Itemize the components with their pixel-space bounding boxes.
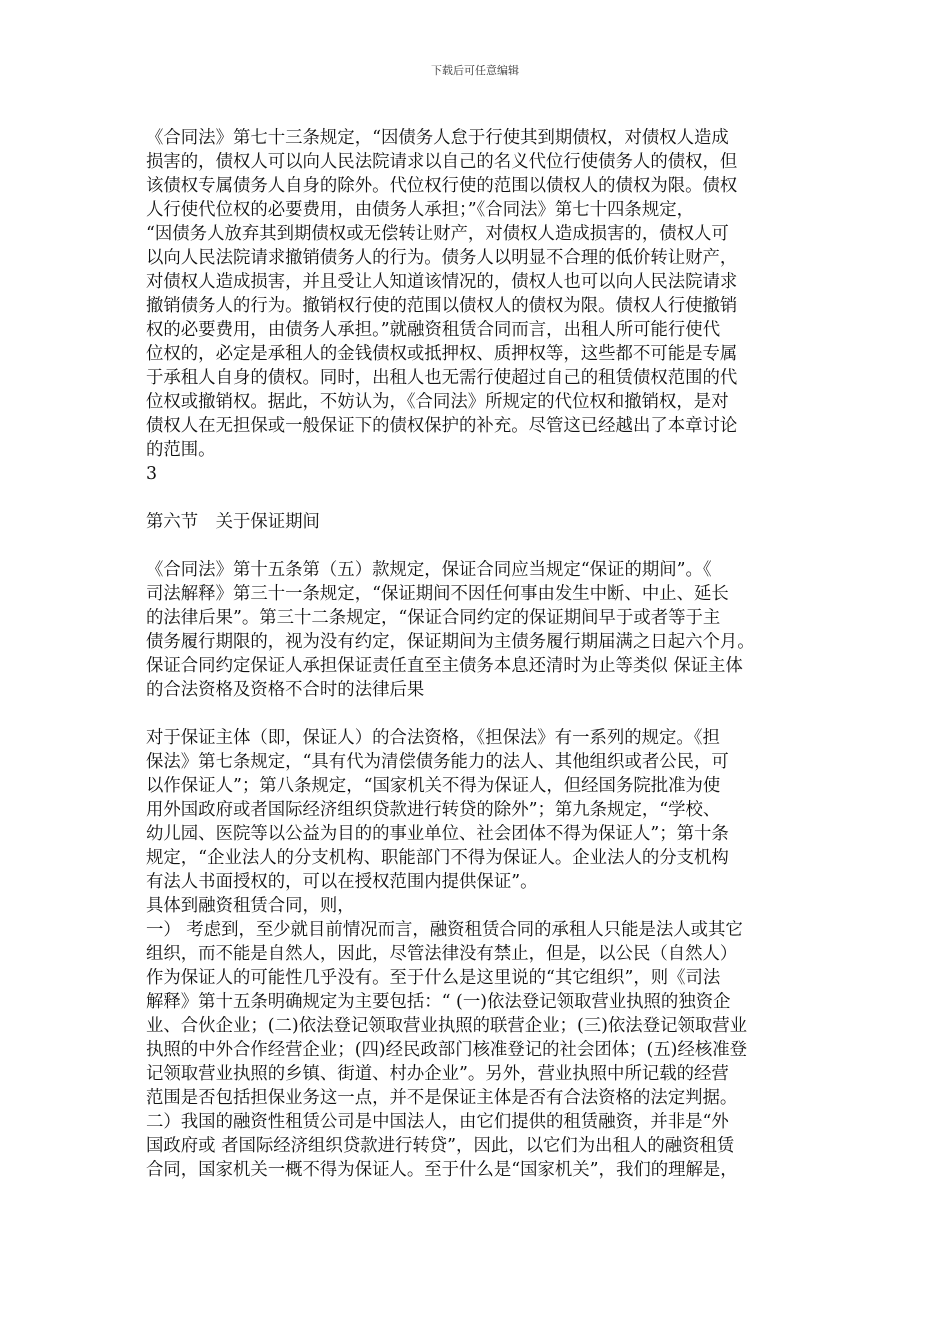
spacer <box>146 534 826 558</box>
text-line: 债权人在无担保或一般保证下的债权保护的补充。尽管这已经越出了本章讨论 <box>146 416 738 436</box>
text-line: 合同，国家机关一概不得为保证人。至于什么是“国家机关”，我们的理解是， <box>146 1160 738 1180</box>
text-line: 一） 考虑到，至少就目前情况而言，融资租赁合同的承租人只能是法人或其它 <box>146 920 743 940</box>
paragraph-guarantee-period <box>146 558 826 702</box>
text-line: 撤销债务人的行为。撤销权行使的范围以债权人的债权为限。债权人行使撤销 <box>146 296 738 316</box>
paragraph-guarantor-qualification <box>146 726 826 1182</box>
text-line: 债务履行期限的，视为没有约定，保证期间为主债务履行期届满之日起六个月。 <box>146 632 755 652</box>
text-line: 有法人书面授权的，可以在授权范围内提供保证”。 <box>146 872 538 892</box>
text-line: 解释》第十五条明确规定为主要包括：“ (一)依法登记领取营业执照的独资企 <box>146 992 731 1012</box>
text-line: 于承租人自身的债权。同时，出租人也无需行使超过自己的租赁债权范围的代 <box>146 368 738 388</box>
text-line: 《合同法》第七十三条规定，“因债务人怠于行使其到期债权，对债权人造成 <box>146 128 729 148</box>
text-line: 的合法资格及资格不合时的法律后果 <box>146 680 425 700</box>
text-line: 执照的中外合作经营企业；(四)经民政部门核准登记的社会团体；(五)经核准登 <box>146 1040 748 1060</box>
text-line: 位权或撤销权。据此，不妨认为，《合同法》所规定的代位权和撤销权，是对 <box>146 392 729 412</box>
text-line: 人行使代位权的必要费用，由债务人承担；”《合同法》第七十四条规定， <box>146 200 694 220</box>
text-line: 规定，“企业法人的分支机构、职能部门不得为保证人。企业法人的分支机构 <box>146 848 729 868</box>
text-line: 二）我国的融资性租赁公司是中国法人，由它们提供的租赁融资，并非是“外 <box>146 1112 729 1132</box>
text-line: 范围是否包括担保业务这一点，并不是保证主体是否有合法资格的法定判据。 <box>146 1088 738 1108</box>
text-line: 组织，而不能是自然人，因此，尽管法律没有禁止，但是，以公民（自然人） <box>146 944 738 964</box>
text-line: 以向人民法院请求撤销债务人的行为。债务人以明显不合理的低价转让财产， <box>146 248 738 268</box>
text-line: 对于保证主体（即，保证人）的合法资格，《担保法》有一系列的规定。《担 <box>146 728 720 748</box>
text-line: 以作保证人”；第八条规定，“国家机关不得为保证人，但经国务院批准为使 <box>146 776 721 796</box>
text-line: 作为保证人的可能性几乎没有。至于什么是这里说的“其它组织”，则《司法 <box>146 968 721 988</box>
text-line: 位权的，必定是承租人的金钱债权或抵押权、质押权等，这些都不可能是专属 <box>146 344 738 364</box>
text-line: 用外国政府或者国际经济组织贷款进行转贷的除外”；第九条规定，“学校、 <box>146 800 721 820</box>
text-line: 该债权专属债务人自身的除外。代位权行使的范围以债权人的债权为限。债权 <box>146 176 738 196</box>
paragraph-subrogation-revocation <box>146 126 826 462</box>
text-line: 国政府或 者国际经济组织贷款进行转贷”，因此，以它们为出租人的融资租赁 <box>146 1136 735 1156</box>
spacer <box>146 702 826 726</box>
section-title: 第六节 关于保证期间 <box>146 512 320 532</box>
text-line: “因债务人放弃其到期债权或无偿转让财产，对债权人造成损害的，债权人可 <box>146 224 729 244</box>
text-line: 的法律后果”。第三十二条规定，“保证合同约定的保证期间早于或者等于主 <box>146 608 721 628</box>
text-line: 权的必要费用，由债务人承担。”就融资租赁合同而言，出租人所可能行使代 <box>146 320 721 340</box>
text-line: 具体到融资租赁合同，则， <box>146 896 355 916</box>
text-line: 业、合伙企业；(二)依法登记领取营业执照的联营企业；(三)依法登记领取营业 <box>146 1016 748 1036</box>
text-line: 对债权人造成损害，并且受让人知道该情况的，债权人也可以向人民法院请求 <box>146 272 738 292</box>
page-header: 下载后可任意编辑 <box>431 64 519 77</box>
text-line: 幼儿园、医院等以公益为目的的事业单位、社会团体不得为保证人”；第十条 <box>146 824 729 844</box>
text-line: 保法》第七条规定，“具有代为清偿债务能力的法人、其他组织或者公民，可 <box>146 752 729 772</box>
page-number: 3 <box>146 464 158 484</box>
text-line: 记领取营业执照的乡镇、街道、村办企业”。另外，营业执照中所记载的经营 <box>146 1064 729 1084</box>
text-line: 《合同法》第十五条第（五）款规定，保证合同应当规定“保证的期间”。《 <box>146 560 712 580</box>
text-line: 的范围。 <box>146 440 216 460</box>
document-body <box>146 126 826 1182</box>
text-line: 保证合同约定保证人承担保证责任直至主债务本息还清时为止等类似 保证主体 <box>146 656 743 676</box>
text-line: 损害的，债权人可以向人民法院请求以自己的名义代位行使债务人的债权，但 <box>146 152 738 172</box>
spacer <box>146 486 826 510</box>
text-line: 司法解释》第三十一条规定，“保证期间不因任何事由发生中断、中止、延长 <box>146 584 729 604</box>
